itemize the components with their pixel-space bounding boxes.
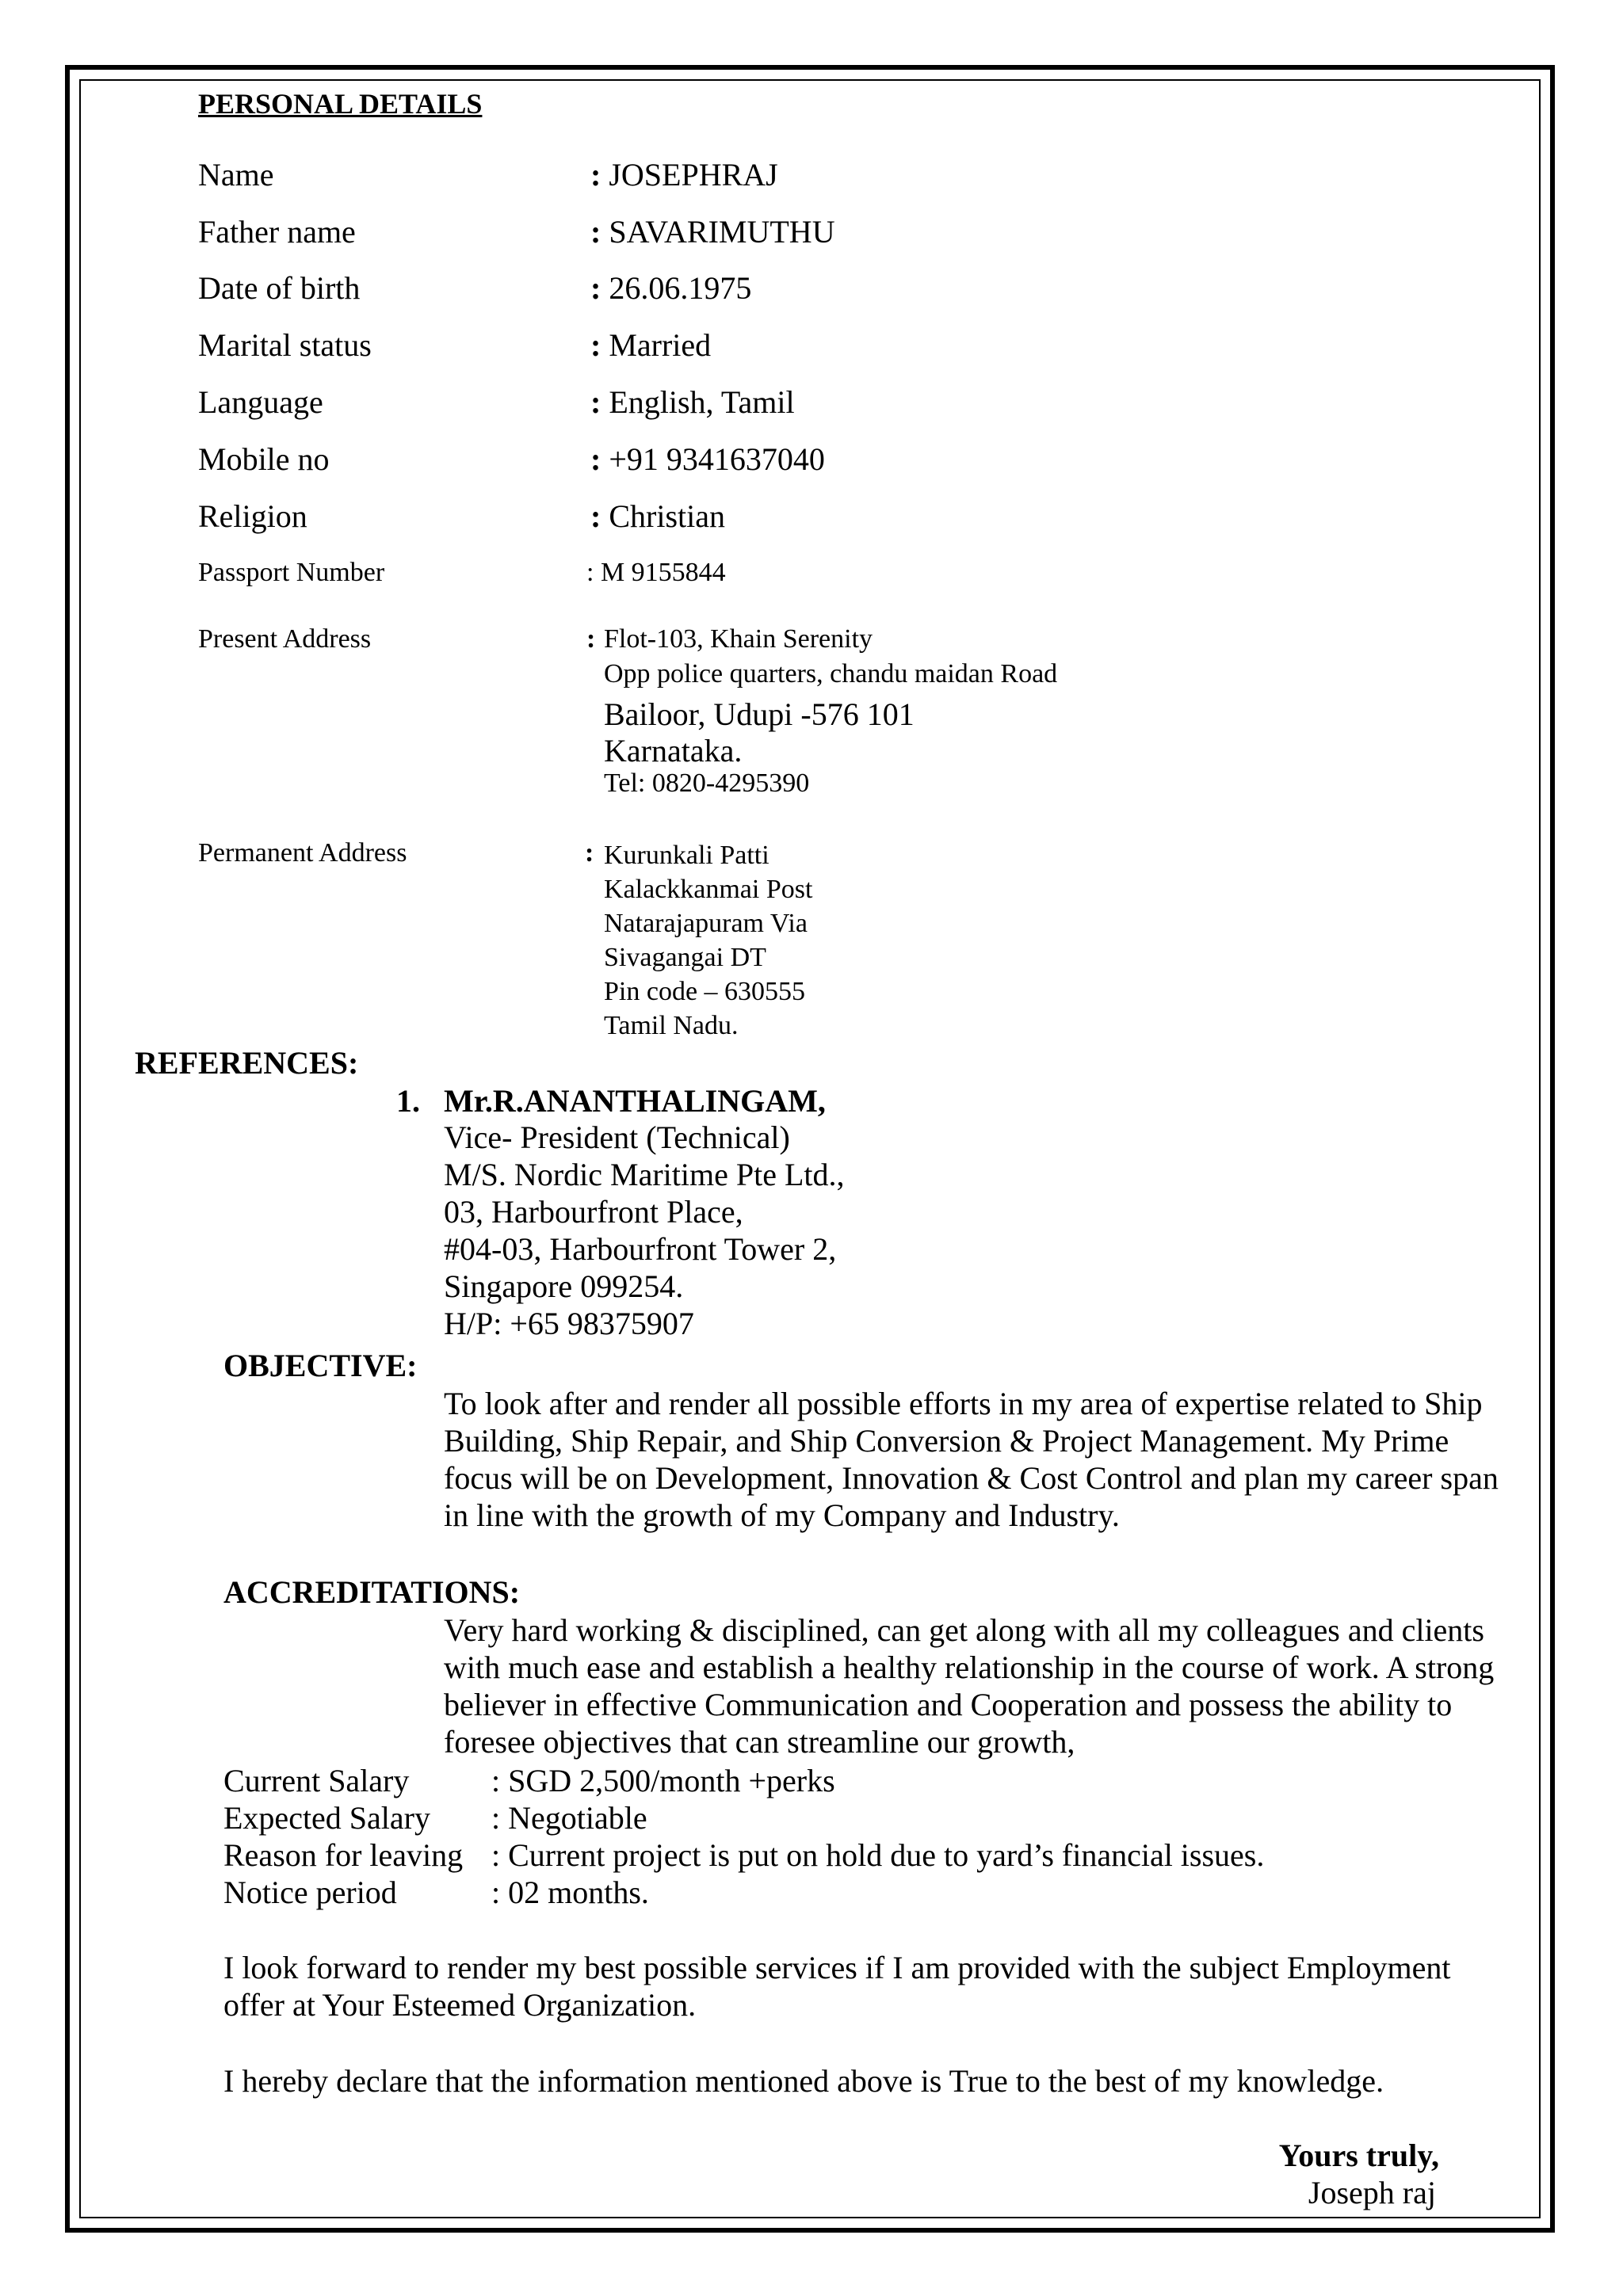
marital-status-value: : Married (590, 327, 712, 363)
reason-for-leaving-label: Reason for leaving (223, 1837, 464, 1873)
expected-salary-value: : Negotiable (491, 1800, 647, 1836)
reference-line: Vice- President (Technical) (444, 1119, 790, 1155)
present-address-line: Opp police quarters, chandu maidan Road (604, 659, 1058, 688)
marital-status-label: Marital status (198, 327, 372, 363)
reference-line: 03, Harbourfront Place, (444, 1194, 743, 1230)
permanent-address-line: Kurunkali Patti (604, 841, 769, 870)
reference-line: #04-03, Harbourfront Tower 2, (444, 1231, 837, 1267)
accreditations-line: believer in effective Communication and Cooperation and possess the ability to (444, 1687, 1453, 1722)
objective-line: Building, Ship Repair, and Ship Conversion & Project Management. My Prime (444, 1423, 1449, 1459)
expected-salary-label: Expected Salary (223, 1800, 430, 1836)
present-address-line: Flot-103, Khain Serenity (604, 624, 873, 654)
present-address-line: Karnataka. (604, 733, 743, 769)
objective-text (444, 1385, 1499, 1534)
closing-line: offer at Your Esteemed Organization. (223, 1987, 697, 2023)
passport-label: Passport Number (198, 558, 385, 587)
reference-details (444, 1119, 845, 1342)
accreditations-line: Very hard working & disciplined, can get along with all my colleagues and clients (444, 1612, 1484, 1648)
religion-label: Religion (198, 498, 307, 534)
objective-line: in line with the growth of my Company and Industry. (444, 1497, 1120, 1533)
father-name-value: : SAVARIMUTHU (590, 214, 835, 250)
notice-period-value: : 02 months. (491, 1875, 649, 1910)
permanent-address-line: Pin code – 630555 (604, 977, 806, 1006)
notice-period-label: Notice period (223, 1875, 397, 1910)
signature-name: Joseph raj (1308, 2175, 1436, 2210)
present-address-lines (604, 624, 1057, 803)
permanent-address-line: Kalackkanmai Post (604, 875, 813, 904)
accreditations-text (444, 1611, 1494, 1760)
dob-label: Date of birth (198, 270, 361, 306)
father-name-label: Father name (198, 214, 356, 250)
present-address-line: Bailoor, Udupi -576 101 (604, 696, 915, 732)
accreditations-line: foresee objectives that can streamline our growth, (444, 1724, 1075, 1760)
references-heading: REFERENCES: (135, 1045, 359, 1081)
dob-value: : 26.06.1975 (590, 270, 752, 306)
declaration-text: I hereby declare that the information mentioned above is True to the best of my knowledge. (223, 2063, 1384, 2099)
sign-off: Yours truly, (1278, 2138, 1439, 2173)
current-salary-label: Current Salary (223, 1763, 410, 1798)
accreditations-heading: ACCREDITATIONS: (223, 1574, 521, 1610)
permanent-address-lines (604, 838, 812, 1043)
permanent-address-colon: : (585, 838, 594, 868)
religion-value: : Christian (590, 498, 725, 534)
passport-value: : M 9155844 (586, 558, 726, 587)
present-address-line: Tel: 0820-4295390 (604, 769, 810, 798)
reference-line: Singapore 099254. (444, 1268, 684, 1304)
permanent-address-line: Tamil Nadu. (604, 1011, 739, 1040)
language-value: : English, Tamil (590, 384, 795, 420)
present-address-label: Present Address (198, 624, 372, 654)
permanent-address-label: Permanent Address (198, 838, 407, 868)
mobile-value: : +91 9341637040 (590, 441, 825, 477)
reference-line: M/S. Nordic Maritime Pte Ltd., (444, 1157, 845, 1192)
reason-for-leaving-value: : Current project is put on hold due to yard’s financial issues. (491, 1837, 1265, 1873)
closing-paragraph (223, 1949, 1451, 2023)
name-value: : JOSEPHRAJ (590, 157, 778, 193)
current-salary-value: : SGD 2,500/month +perks (491, 1763, 835, 1798)
name-label: Name (198, 157, 274, 193)
reference-name: Mr.R.ANANTHALINGAM, (444, 1083, 826, 1119)
accreditations-line: with much ease and establish a healthy relationship in the course of work. A strong (444, 1650, 1495, 1685)
permanent-address-line: Natarajapuram Via (604, 909, 808, 938)
present-address-colon: : (586, 624, 596, 654)
closing-line: I look forward to render my best possible services if I am provided with the subject Employment (223, 1950, 1451, 1985)
language-label: Language (198, 384, 323, 420)
personal-details-heading: PERSONAL DETAILS (198, 88, 483, 120)
objective-heading: OBJECTIVE: (223, 1348, 418, 1383)
reference-number: 1. (396, 1083, 420, 1119)
objective-line: To look after and render all possible efforts in my area of expertise related to Ship (444, 1386, 1483, 1421)
reference-line: H/P: +65 98375907 (444, 1306, 694, 1341)
objective-line: focus will be on Development, Innovation & Cost Control and plan my career span (444, 1460, 1499, 1496)
mobile-label: Mobile no (198, 441, 330, 477)
permanent-address-line: Sivagangai DT (604, 943, 766, 972)
